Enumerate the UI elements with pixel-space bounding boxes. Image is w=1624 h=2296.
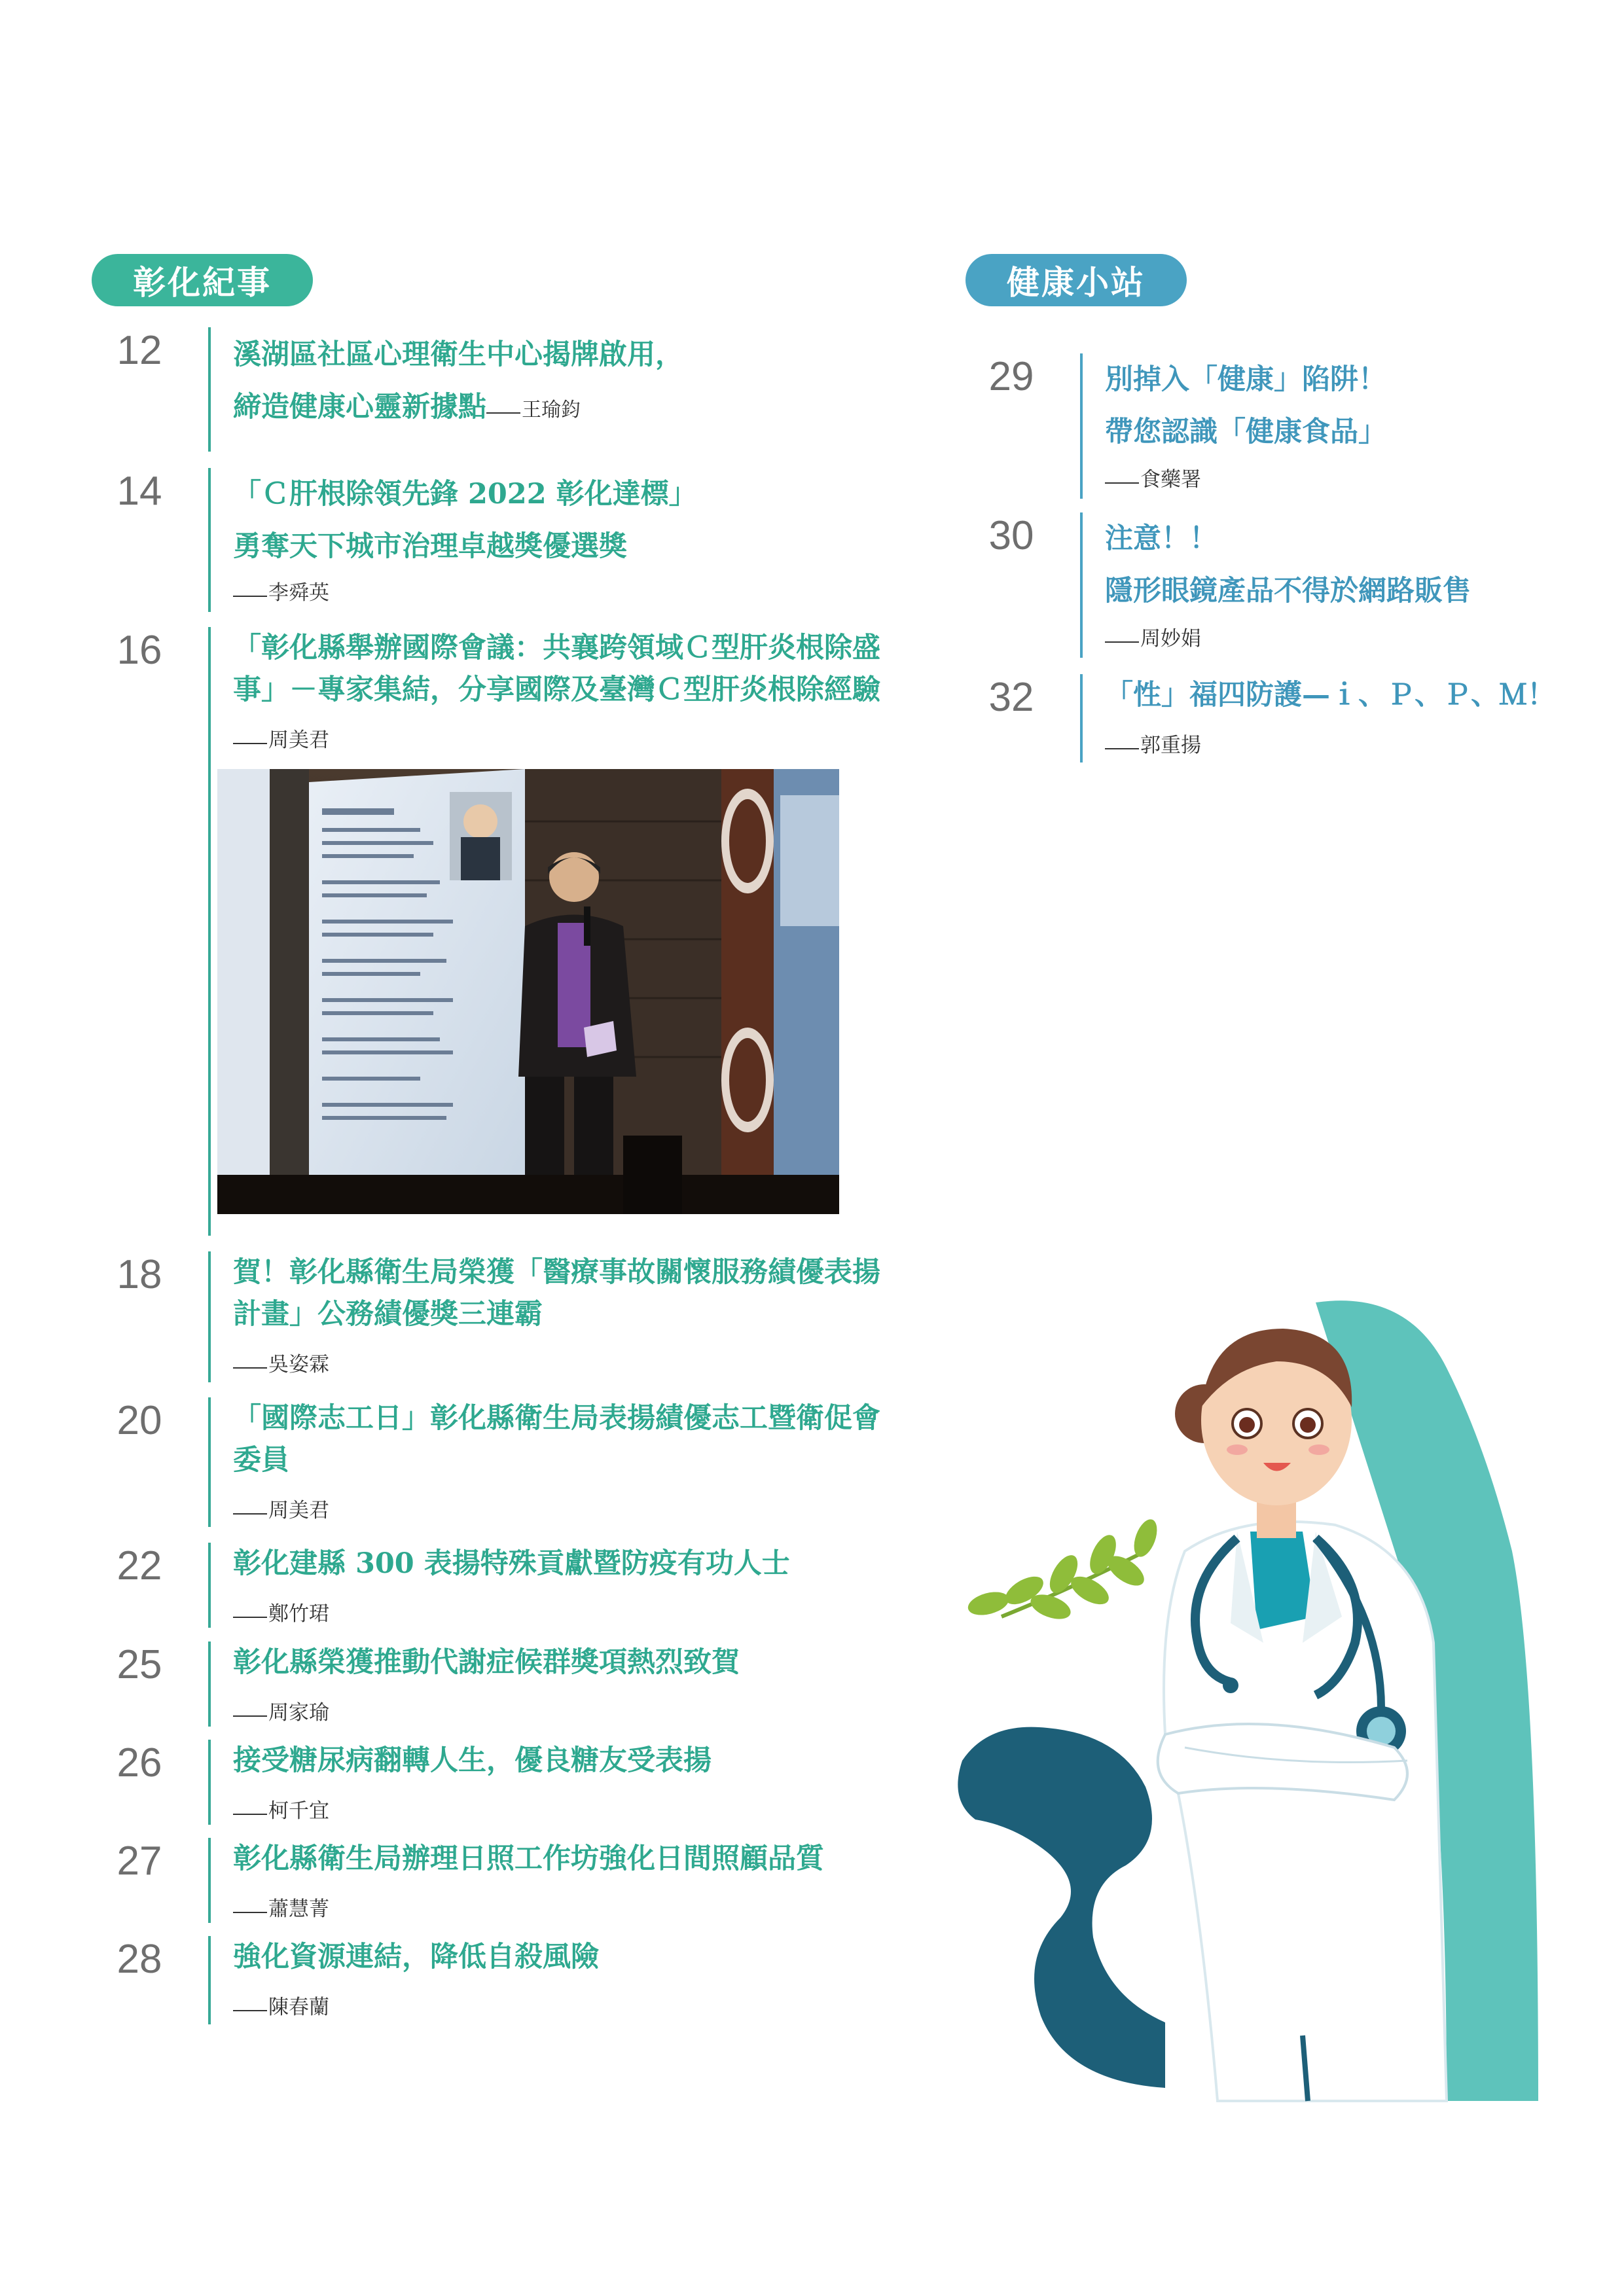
entry-divider — [208, 1740, 211, 1825]
page-number: 16 — [117, 628, 162, 673]
entry-title-line: 接受糖尿病翻轉人生，優良糖友受表揚 — [233, 1744, 712, 1777]
page-number: 32 — [988, 675, 1034, 720]
entry-title-line: 彰化縣榮獲推動代謝症候群獎項熱烈致賀 — [233, 1646, 740, 1679]
entry-divider — [208, 1936, 211, 2024]
entry-title-line: 締造健康心靈新據點 — [233, 391, 486, 423]
entry-author: 周妙娟 — [1140, 627, 1201, 651]
entry-title-line: 帶您認識「健康食品」 — [1105, 416, 1386, 448]
entry-title-line: 溪湖區社區心理衛生中心揭牌啟用， — [233, 338, 683, 371]
entry-divider — [208, 1397, 211, 1527]
section-label-chronicle: 彰化紀事 — [92, 254, 313, 306]
entry-author: 周美君 — [268, 728, 329, 752]
toc-entry-p30[interactable] — [962, 512, 1584, 658]
entry-divider — [208, 1251, 211, 1382]
entry-author: 吳姿霖 — [268, 1353, 329, 1376]
toc-entry-p14[interactable] — [90, 468, 935, 612]
entry-divider — [208, 468, 211, 612]
entry-author: 鄭竹珺 — [268, 1602, 329, 1626]
entry-title-line: 注意！！ — [1105, 522, 1218, 555]
toc-entry-p25[interactable] — [90, 1641, 935, 1727]
page-number: 29 — [988, 354, 1034, 399]
entry-title-line: 計畫」公務績優獎三連霸 — [233, 1298, 543, 1331]
entry-author: 蕭慧菁 — [268, 1897, 329, 1921]
page-number: 14 — [117, 469, 162, 514]
entry-title-line: 彰化縣衛生局辦理日照工作坊強化日間照顧品質 — [233, 1842, 824, 1875]
entry-title-line: 「性」福四防護—ｉ、Ｐ、Ｐ、Ｍ！ — [1105, 679, 1555, 711]
entry-author: 李舜英 — [268, 581, 329, 605]
entry-divider — [1080, 512, 1083, 658]
page-number: 25 — [117, 1642, 162, 1687]
section-label-health-station: 健康小站 — [965, 254, 1187, 306]
page-number: 20 — [117, 1398, 162, 1443]
entry-divider — [208, 1838, 211, 1923]
toc-entry-p26[interactable] — [90, 1740, 935, 1825]
toc-entry-p20[interactable] — [90, 1397, 935, 1527]
entry-title-line: 事」－專家集結，分享國際及臺灣Ｃ型肝炎根除經驗 — [233, 673, 880, 706]
entry-divider — [208, 1641, 211, 1727]
entry-title-line: 「國際志工日」彰化縣衛生局表揚績優志工暨衛促會 — [233, 1402, 880, 1435]
entry-title-line: 隱形眼鏡產品不得於網路販售 — [1105, 575, 1471, 607]
entry-author: 周家瑜 — [268, 1701, 329, 1725]
toc-entry-p22[interactable] — [90, 1543, 935, 1628]
entry-divider — [208, 627, 211, 1236]
entry-title-line: 彰化建縣 300 表揚特殊貢獻暨防疫有功人士 — [233, 1547, 790, 1580]
toc-entry-p27[interactable] — [90, 1838, 935, 1923]
toc-entry-p18[interactable] — [90, 1251, 935, 1382]
entry-author: 食藥署 — [1140, 468, 1201, 492]
page-number: 30 — [988, 513, 1034, 558]
entry-author: 周美君 — [268, 1499, 329, 1522]
entry-author: 陳春蘭 — [268, 1996, 329, 2019]
entry-title-line: 「Ｃ肝根除領先鋒 2022 彰化達標」 — [233, 478, 697, 511]
entry-author: 王瑜鈞 — [522, 399, 581, 422]
page-number: 26 — [117, 1740, 162, 1785]
toc-entry-p29[interactable] — [962, 353, 1584, 499]
entry-title-line: 「彰化縣舉辦國際會議：共襄跨領域Ｃ型肝炎根除盛 — [233, 632, 880, 664]
leaf-branch-icon — [965, 1516, 1161, 1624]
page-number: 22 — [117, 1543, 162, 1588]
page-number: 18 — [117, 1252, 162, 1297]
toc-entry-p32[interactable] — [962, 674, 1584, 762]
entry-divider — [208, 1543, 211, 1628]
nurse-illustration — [949, 1276, 1558, 2127]
entry-divider — [208, 327, 211, 452]
entry-author: 柯千宜 — [268, 1799, 329, 1823]
entry-title-line: 強化資源連結，降低自殺風險 — [233, 1941, 599, 1973]
conference-speaker-photo — [217, 769, 839, 1214]
entry-divider — [1080, 353, 1083, 499]
entry-title-line: 勇奪天下城市治理卓越獎優選獎 — [233, 530, 627, 563]
toc-entry-p28[interactable] — [90, 1936, 935, 2024]
entry-title-line: 委員 — [233, 1444, 289, 1477]
entry-title-line: 賀！彰化縣衛生局榮獲「醫療事故關懷服務績優表揚 — [233, 1256, 880, 1289]
page-number: 27 — [117, 1839, 162, 1884]
entry-divider — [1080, 674, 1083, 762]
toc-entry-p12[interactable] — [90, 327, 935, 452]
entry-author: 郭重揚 — [1140, 734, 1201, 757]
page-number: 28 — [117, 1937, 162, 1982]
page-number: 12 — [117, 328, 162, 373]
entry-title-line: 別掉入「健康」陷阱！ — [1105, 363, 1386, 396]
